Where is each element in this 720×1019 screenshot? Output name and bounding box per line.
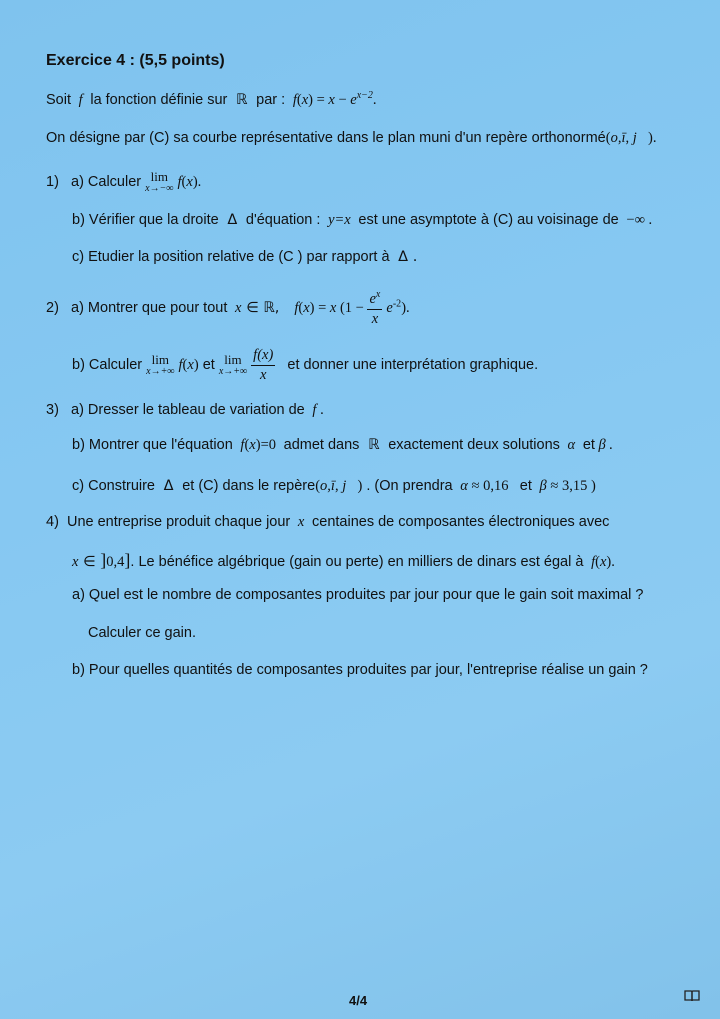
q2a-text: a) Montrer que pour tout: [71, 300, 228, 317]
function-text: la fonction définie sur: [90, 91, 228, 108]
limit-plus-inf-1: lim x→+∞: [146, 352, 175, 378]
q4-intro-2: x ∈ ]0,4]. Le bénéfice algébrique (gain ou perte) en milliers de dinars est égal à f(x).: [72, 550, 615, 570]
q2-b: b) Calculer lim x→+∞ f(x) et lim x→+∞ $\frac{f(x)}{x}$ et donner une interprétation graphique.: [72, 347, 539, 383]
q1-b: b) Vérifier que la droite Δ d'équation : y=x est une asymptote à (C) au voisinage de −∞ .: [72, 212, 653, 228]
q3-a: 3) a) Dresser le tableau de variation de f .: [46, 402, 324, 418]
q3b-et: et: [582, 437, 595, 453]
q4-intro-text-2: centaines de composantes électroniques avec: [312, 514, 610, 530]
q2b-text-2: et donner une interprétation graphique.: [287, 357, 539, 374]
q3c-text-1: c) Construire: [72, 478, 155, 494]
fraction-ex-over-x: $\frac{e^x}{x}$: [369, 289, 381, 327]
q4-a: a) Quel est le nombre de composantes produites par jour pour que le gain soit maximal ?: [72, 587, 644, 603]
q4-a-2: Calculer ce gain.: [88, 625, 196, 641]
q4-b: b) Pour quelles quantités de composantes produites par jour, l'entreprise réalise un gain ?: [72, 662, 648, 678]
q3a-text: a) Dresser le tableau de variation de: [71, 402, 305, 418]
book-icon: [684, 990, 700, 1002]
exercise-title: Exercice 4 : (5,5 points): [46, 52, 225, 69]
q3c-text-3: . (On prendra: [366, 478, 453, 494]
q2b-et: et: [202, 357, 215, 374]
q3b-text-3: exactement deux solutions: [388, 437, 560, 453]
q4-intro-1: 4) Une entreprise produit chaque jour x centaines de composantes électroniques avec: [46, 514, 610, 530]
q1-number: 1): [46, 173, 59, 190]
q4-intro-text-1: Une entreprise produit chaque jour: [66, 514, 291, 530]
fraction-fx-over-x: $\frac{f(x)}{x}$: [253, 347, 274, 383]
q1b-text-2: d'équation :: [245, 212, 321, 228]
q3c-text-2: et (C) dans le repère: [182, 478, 316, 494]
intro-line-1: Soit f la fonction définie sur ℝ par : $f(x) = x - e^{x-2}$.: [46, 90, 377, 108]
function-definition: f: [289, 91, 297, 108]
q3-b: b) Montrer que l'équation f(x)=0 admet dans ℝ exactement deux solutions α et β .: [72, 437, 614, 453]
q1b-text-1: b) Vérifier que la droite: [72, 212, 219, 228]
q4-intro-text-3: . Le bénéfice algébrique (gain ou perte) en milliers de dinars est égal à: [130, 554, 584, 570]
f-symbol: f: [75, 91, 87, 108]
q1c-text: c) Etudier la position relative de (C ) par rapport à: [72, 249, 390, 265]
q1-a: 1) a) Calculer lim x→−∞ f(x).: [46, 169, 202, 194]
q1b-text-3: est une asymptote à (C) au voisinage de: [358, 212, 619, 228]
par-text: par :: [256, 91, 286, 108]
q3-c: c) Construire Δ et (C) dans le repère(o,ī, j⃗) . (On prendra α ≈ 0,16 et β ≈ 3,15 ): [72, 478, 596, 494]
q3c-et: et: [519, 478, 532, 494]
q1a-text: a) Calculer: [71, 173, 142, 190]
courbe-text: On désigne par (C) sa courbe représentative dans le plan muni d'un repère orthonormé: [46, 130, 606, 146]
q2b-text-1: b) Calculer: [72, 357, 143, 374]
q1-c: c) Etudier la position relative de (C ) par rapport à Δ .: [72, 249, 418, 265]
q4-number: 4): [46, 514, 59, 530]
repere-notation: (o,ī, j⃗).: [605, 130, 657, 146]
q2-a: 2) a) Montrer que pour tout x ∈ ℝ, f(x) = x (1 − $\frac{e^x}{x}$ $e^{-2}$).: [46, 289, 410, 327]
intro-line-2: [46, 130, 657, 147]
limit-minus-inf: lim x→−∞: [145, 169, 174, 194]
page-number: 4/4: [349, 993, 368, 1008]
soit-text: Soit: [46, 91, 71, 108]
delta-symbol: Δ: [222, 212, 242, 228]
q2-number: 2): [46, 300, 59, 317]
q3b-text-2: admet dans: [283, 437, 360, 453]
q3-number: 3): [46, 402, 59, 418]
q3b-text-1: b) Montrer que l'équation: [72, 437, 233, 453]
limit-plus-inf-2: lim x→+∞: [218, 352, 248, 378]
reals-symbol: ℝ: [231, 91, 253, 108]
